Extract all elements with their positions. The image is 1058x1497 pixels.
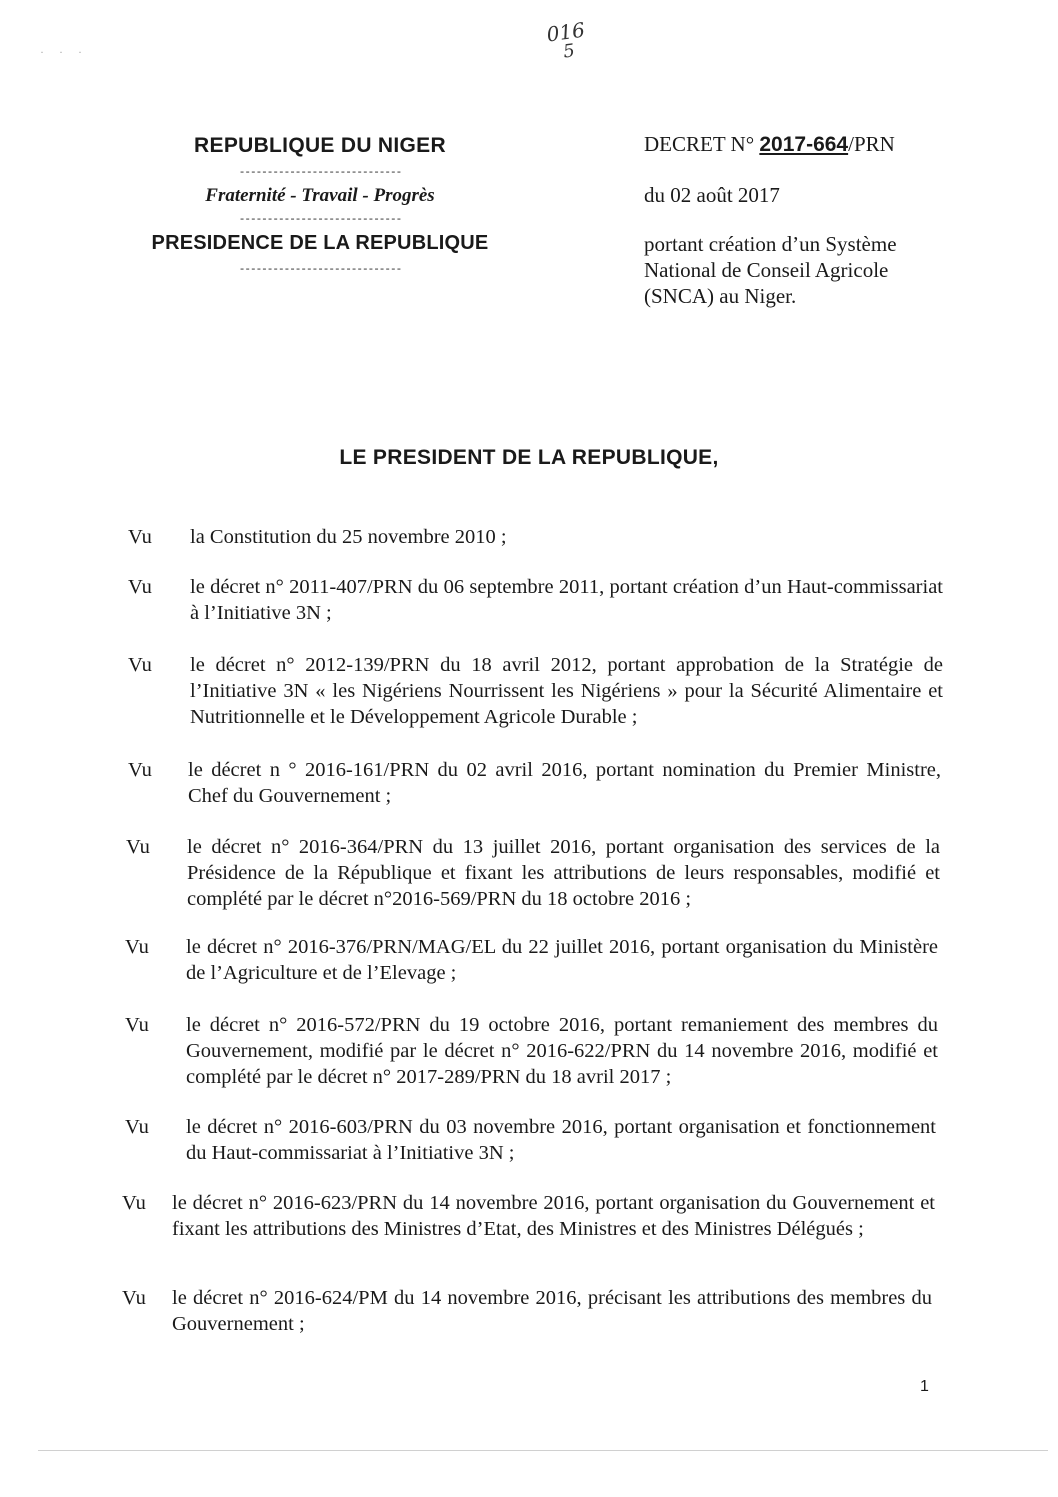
consideration-label: Vu [125,1014,149,1036]
decree-suffix: /PRN [848,132,895,156]
consideration-label: Vu [122,1287,146,1309]
consideration-text: le décret n° 2016-624/PM du 14 novembre 2016, précisant les attributions des membres du Gouvernement ; [172,1287,932,1335]
decree-number: 2017-664 [759,133,849,156]
header-left [130,134,510,276]
consideration-text: le décret n° 2016-376/PRN/MAG/EL du 22 juillet 2016, portant organisation du Ministère de l’Agriculture et de l’Elevage ; [186,936,938,984]
presidency-title: PRESIDENCE DE LA REPUBLIQUE [151,232,489,254]
consideration-label: Vu [128,526,152,548]
consideration-text: le décret n° 2011-407/PRN du 06 septembre 2011, portant création d’un Haut-commissariat à l’Initiative 3N ; [190,576,943,624]
republic-title: REPUBLIQUE DU NIGER [194,134,446,157]
decree-subject: portant création d’un Système National de Conseil Agricole (SNCA) au Niger. [644,232,897,308]
handwritten-annotation-line2: 5 [561,40,577,63]
separator-line: ----------------------------- [238,264,402,276]
handwritten-annotation [545,17,588,65]
consideration-text: le décret n° 2016-572/PRN du 19 octobre 2016, portant remaniement des membres du Gouvernement, modifié par le décret n° 2016-622/PRN du 14 novembre 2016, modifié et complété par le décret n° 2017-289/PRN du 18 avril 2017 ; [186,1014,938,1088]
consideration-text: le décret n ° 2016-161/PRN du 02 avril 2016, portant nomination du Premier Ministre, Chef du Gouvernement ; [188,759,941,807]
consideration-text: le décret n° 2016-364/PRN du 13 juillet 2016, portant organisation des services de la Présidence de la République et fixant les attributions de leurs responsables, modifié et complété par le décret n°2016-569/PRN du 18 octobre 2016 ; [187,836,940,910]
handwritten-annotation-line1: 016 [545,17,587,47]
decree-prefix: DECRET N° [644,132,760,156]
president-heading: LE PRESIDENT DE LA REPUBLIQUE, [339,446,719,469]
consideration-label: Vu [126,836,150,858]
page-bottom-edge [38,1450,1048,1451]
consideration-label: Vu [128,759,152,781]
consideration-label: Vu [122,1192,146,1214]
header-right [644,130,944,309]
separator-line: ----------------------------- [238,214,402,226]
consideration-label: Vu [128,576,152,598]
consideration-label: Vu [125,936,149,958]
page-number: 1 [920,1378,929,1395]
consideration-text: le décret n° 2012-139/PRN du 18 avril 2012, portant approbation de la Stratégie de l’Initiative 3N « les Nigériens Nourrissent les Nigériens » pour la Sécurité Alimentaire et Nutritionnelle et le Développement Agricole Durable ; [190,654,943,728]
scan-specks: · · · [40,45,88,59]
consideration-label: Vu [128,654,152,676]
consideration-text: la Constitution du 25 novembre 2010 ; [190,526,507,548]
consideration-text: le décret n° 2016-623/PRN du 14 novembre 2016, portant organisation du Gouvernement et fixant les attributions des Ministres d’Etat, des Ministres et des Ministres Délégués ; [172,1192,935,1240]
decree-title [644,130,944,159]
consideration-label: Vu [125,1116,149,1138]
national-motto: Fraternité - Travail - Progrès [205,185,435,206]
separator-line: ----------------------------- [238,167,402,179]
consideration-text: le décret n° 2016-603/PRN du 03 novembre 2016, portant organisation et fonctionnement du Haut-commissariat à l’Initiative 3N ; [186,1116,936,1164]
decree-date: du 02 août 2017 [644,183,780,207]
